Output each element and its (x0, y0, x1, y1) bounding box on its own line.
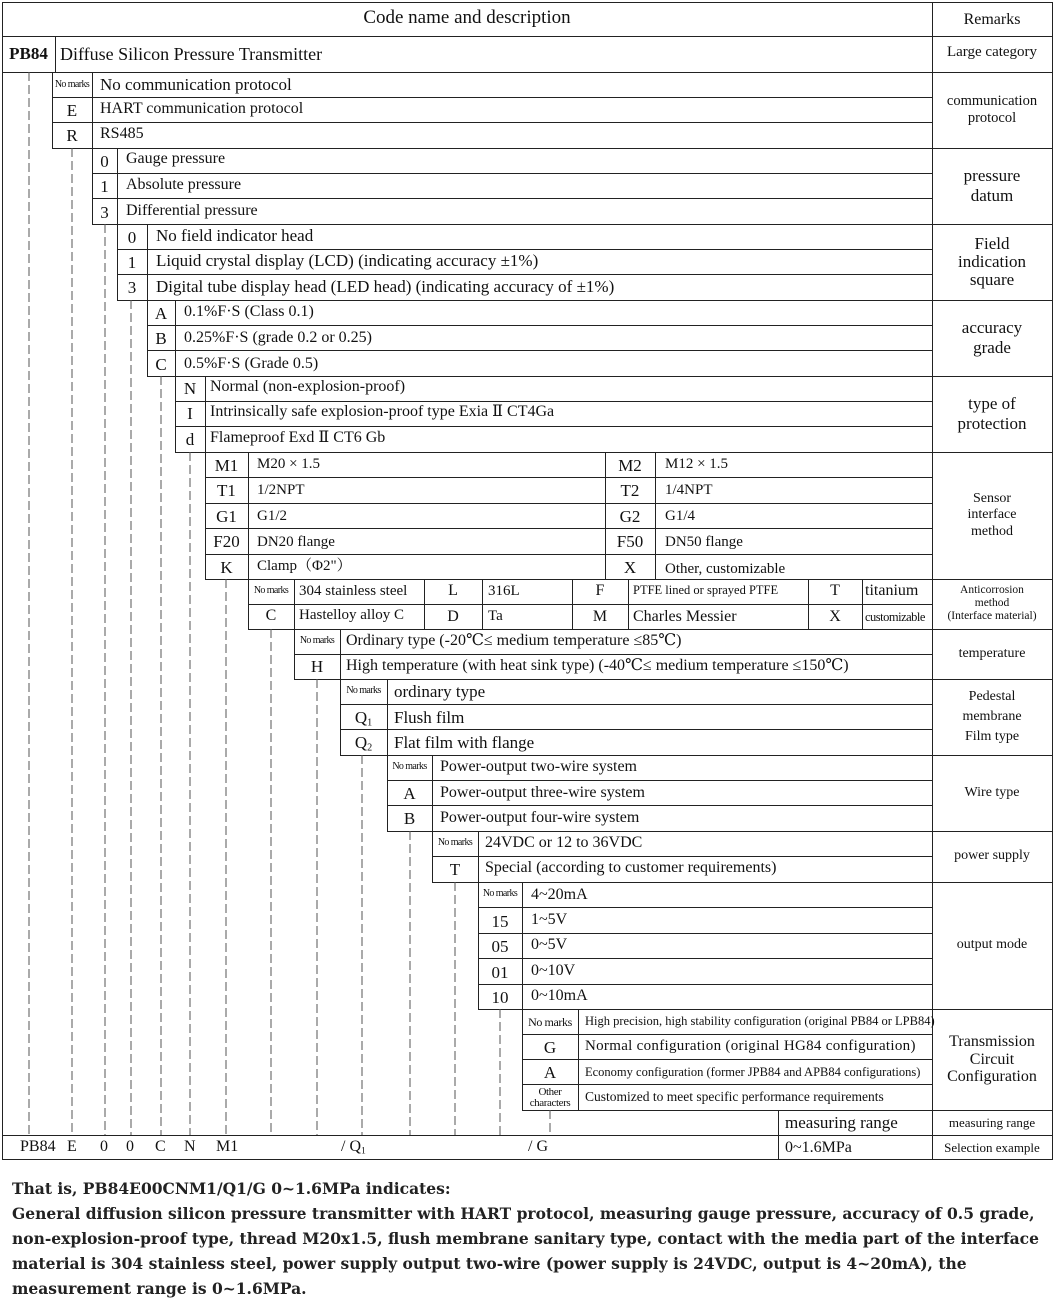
option-desc: Power-output four-wire system (440, 809, 640, 826)
membrane-remark: Pedestal membrane Film type (962, 688, 1022, 745)
option-code: G (543, 1038, 557, 1057)
category-name: Diffuse Silicon Pressure Transmitter (60, 44, 323, 64)
option-desc: 0.25%F·S (grade 0.2 or 0.25) (184, 329, 372, 346)
remarks-header: Remarks (963, 11, 1021, 28)
option-desc: No field indicator head (156, 226, 314, 245)
option-desc: Digital tube display head (LED head) (indicating accuracy of ±1%) (156, 277, 615, 296)
option-code-subscript: 1 (367, 717, 373, 729)
option-desc: customizable (865, 610, 925, 624)
option-desc: Intrinsically safe explosion-proof type Exia Ⅱ CT4Ga (210, 403, 555, 420)
measuring-range-label: measuring range (785, 1113, 898, 1132)
option-code: A (543, 1063, 557, 1082)
option-desc: 304 stainless steel (299, 583, 408, 599)
example-slash-text: / Q (341, 1138, 361, 1155)
option-code: G2 (619, 507, 641, 526)
option-desc: High precision, high stability configuration (original PB84 or LPB84) (585, 1014, 935, 1028)
option-desc: Flat film with flange (394, 733, 535, 752)
option-code: T2 (620, 481, 640, 500)
option-code: E (66, 101, 78, 120)
example-remark: Selection example (944, 1140, 1040, 1155)
category-remark: Large category (946, 44, 1038, 60)
option-code: A (403, 784, 416, 803)
option-code: No marks (392, 761, 427, 772)
option-code: M1 (214, 456, 239, 475)
example-slash-subscript: 1 (361, 1145, 366, 1157)
option-code: T (830, 582, 840, 599)
anticorrosion-remark-line: method (974, 597, 1010, 609)
explanation-body: General diffusion silicon pressure transmitter with HART protocol, measuring gauge pressure, accuracy of 0.5 grade, non-explosion-proof type, thread M20x1.5, flush membrane sanitary type, contact with the media part of the interface material is 304 stainless steel, power supply output two-wire (power supply is 24VDC, output is 4~20mA), the measurement range is 0~1.6MPa. (12, 1204, 1039, 1298)
option-code: H (310, 657, 324, 676)
output-remark: output mode (956, 937, 1028, 953)
option-code: B (403, 809, 416, 828)
field-indication-remark: Field indication square (958, 234, 1026, 289)
option-desc: DN50 flange (665, 534, 743, 550)
option-code: X (623, 558, 637, 577)
protection-remark: type of protection (957, 394, 1027, 433)
option-desc: RS485 (100, 125, 144, 142)
option-desc: 0.1%F·S (Class 0.1) (184, 303, 314, 320)
option-code: T (449, 860, 461, 879)
option-desc: DN20 flange (257, 534, 335, 550)
temperature-remark: temperature (958, 645, 1026, 661)
option-code: No marks (253, 585, 289, 596)
option-code: X (829, 608, 841, 625)
option-code: F50 (616, 532, 644, 551)
option-code: 0 (100, 152, 109, 171)
option-desc: 0~10mA (531, 987, 588, 1004)
option-code: F20 (213, 532, 240, 551)
option-desc: 0~10V (531, 962, 576, 979)
option-code: B (155, 329, 167, 348)
option-code: 15 (491, 912, 509, 931)
wire-remark: Wire type (964, 784, 1020, 800)
option-desc: Special (according to customer requirements) (485, 859, 777, 876)
example-code: N (184, 1138, 196, 1155)
example-code: 0 (126, 1138, 134, 1155)
option-desc: Power-output two-wire system (440, 758, 637, 775)
option-code-subscript: 2 (367, 742, 373, 754)
option-desc: Gauge pressure (126, 150, 226, 167)
option-desc: Charles Messier (633, 608, 737, 625)
option-code: C (265, 607, 277, 624)
option-desc: High temperature (with heat sink type) (-40℃≤ medium temperature ≤150℃) (346, 657, 849, 674)
option-code: 1 (100, 177, 109, 196)
option-code: T1 (217, 481, 236, 500)
option-desc: Liquid crystal display (LCD) (indicating accuracy ±1%) (156, 251, 539, 270)
option-code: 1 (127, 253, 137, 272)
option-desc: 1/2NPT (257, 482, 305, 498)
option-code: 3 (100, 203, 109, 222)
option-code-letter: Q (354, 733, 368, 752)
option-code: 05 (491, 937, 509, 956)
power-remark: power supply (954, 848, 1030, 864)
option-desc: Differential pressure (126, 202, 258, 219)
option-desc: Ta (488, 608, 503, 624)
option-desc: No communication protocol (100, 75, 292, 94)
option-code: C (155, 355, 167, 374)
explanation-intro: That is, PB84E00CNM1/Q1/G 0~1.6MPa indicates: (12, 1179, 451, 1198)
option-desc: Power-output three-wire system (440, 784, 645, 801)
option-code-letter: Q (354, 708, 368, 727)
measuring-range-remark: measuring range (948, 1115, 1036, 1130)
option-code: No marks (346, 685, 381, 696)
category-code: PB84 (9, 44, 48, 63)
option-desc: Flush film (394, 708, 465, 727)
option-code: G1 (216, 507, 237, 526)
option-code-line: Other (538, 1086, 562, 1098)
anticorrosion-remark-line: (Interface material) (947, 610, 1037, 622)
option-code: L (448, 582, 458, 599)
option-code: d (185, 430, 195, 449)
option-desc: 0.5%F·S (Grade 0.5) (184, 355, 319, 372)
table-title: Code name and description (363, 7, 571, 28)
option-code: M (592, 608, 608, 625)
option-code: M2 (618, 456, 642, 475)
pressure-datum-remark: pressure datum (963, 166, 1021, 205)
example-code: M1 (216, 1138, 239, 1155)
option-desc: Normal configuration (original HG84 configuration) (585, 1038, 916, 1054)
option-code: F (595, 582, 605, 599)
option-desc: HART communication protocol (100, 100, 304, 117)
option-desc: Economy configuration (former JPB84 and APB84 configurations) (585, 1065, 921, 1079)
option-code: I (187, 404, 193, 423)
option-code: A (154, 304, 168, 323)
example-explanation (12, 1176, 1052, 1301)
option-desc: Clamp（Φ2"） (257, 558, 352, 574)
option-desc: Customized to meet specific performance requirements (585, 1089, 884, 1104)
option-desc: M12 × 1.5 (665, 456, 729, 472)
example-code: C (155, 1138, 166, 1155)
option-desc: 4~20mA (531, 886, 588, 903)
option-code (340, 709, 387, 729)
option-code: 01 (491, 963, 509, 982)
option-desc: 1~5V (531, 911, 568, 928)
sensor-interface-remark: Sensor interface method (967, 491, 1017, 539)
option-code: R (66, 126, 78, 145)
option-desc: Other, customizable (665, 561, 786, 577)
option-code: 10 (491, 988, 509, 1007)
example-slash-circuit: / G (528, 1138, 548, 1155)
option-desc: PTFE lined or sprayed PTFE (633, 583, 779, 597)
option-desc: G1/2 (257, 508, 287, 524)
option-code: D (447, 608, 459, 625)
option-desc: Hastelloy alloy C (299, 607, 404, 623)
option-desc: Absolute pressure (126, 176, 242, 193)
option-desc: M20 × 1.5 (257, 456, 321, 472)
option-code: No marks (437, 837, 473, 848)
option-code: No marks (482, 888, 518, 899)
option-code: K (220, 558, 233, 577)
example-code: E (67, 1138, 77, 1155)
option-code-line: characters (529, 1097, 571, 1109)
example-slash-membrane (341, 1139, 366, 1156)
accuracy-remark: accuracy grade (961, 318, 1023, 357)
option-desc: Normal (non-explosion-proof) (210, 378, 406, 395)
option-desc: 1/4NPT (665, 482, 713, 498)
option-code: N (183, 379, 197, 398)
option-code: No marks (528, 1015, 572, 1029)
option-code (340, 734, 387, 754)
option-desc: 316L (488, 583, 520, 599)
example-code: PB84 (20, 1138, 56, 1155)
option-desc: ordinary type (394, 682, 486, 701)
example-code: 0 (100, 1138, 108, 1155)
option-desc: Ordinary type (-20℃≤ medium temperature ≤85℃) (346, 632, 682, 649)
example-range: 0~1.6MPa (785, 1139, 852, 1156)
circuit-remark: Transmission Circuit Configuration (947, 1033, 1037, 1086)
option-code: No marks (54, 79, 90, 90)
communication-remark: communication protocol (946, 93, 1038, 126)
option-desc: G1/4 (665, 508, 695, 524)
anticorrosion-remark-line: Anticorrosion (960, 584, 1024, 596)
option-code: No marks (299, 635, 335, 646)
option-desc: 24VDC or 12 to 36VDC (485, 834, 643, 851)
option-code: 3 (127, 278, 137, 297)
option-desc: Flameproof Exd Ⅱ CT6 Gb (210, 429, 386, 446)
option-desc: 0~5V (531, 936, 568, 953)
option-desc: titanium (865, 582, 919, 599)
option-code: 0 (127, 228, 137, 247)
